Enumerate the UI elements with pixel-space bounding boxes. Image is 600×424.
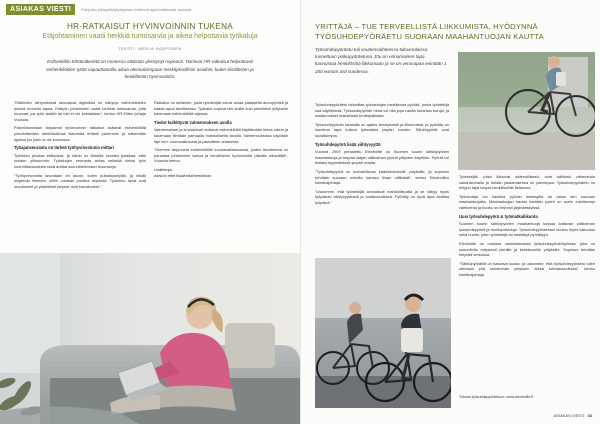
paragraph: Vuonna 2009 perustettu Electrolite on Suomen suurin sähköpyörien maahantuoja ja tarjoaa laajan valikoiman pyöriä yritysten käyttöön. Pyörät voi testata myymälöissä ympäri maata.: [315, 149, 449, 166]
info-link[interactable]: www.hr-elite.fi/palvelut/henkilosto: [154, 172, 212, 178]
cyclists-illustration: [315, 258, 451, 408]
paragraph: Suomen suurin sähköpyörien maahantuoja tarjoaa kattavan valikoiman työsuhdepyöriä ja huoltopalveluja. Työsuhdepyöräetuun kuuluu myös vakuutus sekä huolto, joten työntekijä voi keskittyä pyöräilyyn.: [459, 221, 595, 238]
photo-two-cyclists: [315, 258, 451, 408]
photo-woman-laptop: [0, 253, 300, 424]
info-label: Lisätietoja:: [154, 166, 173, 172]
paragraph: "Uskomme, että työntekijät arvostavat mahdollisuutta ja se näkyy myös työpaikan viihtyvyydessä ja tuottavuudessa. Pyöräily on hyvä tapa aloittaa työpäivä.": [315, 188, 449, 205]
paragraph: Työsuhdepyöräetu tarkoittaa työnantajan hankkimaa pyörää, jonka työntekijä saa käyttöönsä. Työsuhdepyörän hinta voi olla jopa useita tuhansia euroja, ja kustannukset maksetaan bruttopalkasta.: [315, 102, 449, 119]
right-page: [300, 0, 600, 424]
page-header: [6, 4, 191, 15]
paragraph: Työnteko joustaa etätyössä, ja silloin on tärkeää seurata työaikaa, ettei kukaan ylikuormitu. Työaikojen seuranta antaa selkeää tietoa työn kuormittavuudesta sekä auttaa suunnittelemaan resursseja.: [14, 152, 146, 169]
subheading: Työajanseuranta on tärkeä työhyvinvoinnin mittari: [14, 145, 114, 151]
article-author: TEKSTI: MERJA HAAPONEN: [118, 47, 182, 51]
header-tagline: Pohjolan yleisyrittäjäyrityksen kertovat ajankohtaisista asioista: [81, 7, 192, 12]
paragraph: "Sähköpyöräillä on kasvava suosio ja uskomme, että työsuhdepyöräetu tulee olemaan yhä useamman yrityksen arkea tulevaisuudessa", kertoo toimitusjohtaja.: [459, 260, 595, 277]
text-column-1: [14, 100, 146, 252]
info-caption[interactable]: Tutustu työsuhdepyöräetuun: www.electrolite.fi: [459, 395, 534, 399]
page-footer: [554, 413, 592, 418]
woman-laptop-illustration: [0, 253, 300, 424]
cyclist-illustration: [458, 52, 595, 170]
paragraph: "Etätöiden siirtymisestä seuraavat digiloikka on näkynyt esihenkilöiden työssä monella tapaa. Etätyön johtaminen vaatii herkkiä tuntosarvia, jotta huomaa, jos työn sisältö tai tuki ei ole kohdallaan", kertoo HR-Eliten johtaja Vuusula.: [14, 100, 146, 122]
text-column-1: [315, 102, 449, 256]
page-number: 33: [587, 413, 592, 418]
paragraph: Valmennukset ja koulutukset auttavat esihenkilöitä käyttämään tietoa oikein ja tukemaan tiimiään parhaalla mahdollisella tavalla. Valmennuksissa käydään läpi mm. vuorovaikutusta ja palautteen antamista.: [154, 127, 288, 144]
text-column-2: [154, 100, 288, 252]
paragraph: Työnantaja voi hankkia pyörän leasingilla tai ostaa sen suoraan maahantuojalta. Maahantuojan kautta hankittu pyörä on usein edullisempi vaihtoehto ja huolto on helposti järjestettävissä.: [459, 193, 595, 210]
article-lead: Työsuhdepyöräetu tuli voudenvaihteessa tuloverolaissa tunnettuun polkupyöräetuna. Etu on erinomainen tapa kannustaa henkilöstöä liikkumaan ja se on verovapaa enintään 1 200 euroon asti vuodessa.: [315, 47, 447, 74]
article-subtitle: Etäjohtaminen vaatii herkkiä tuntosarvia ja aikea helpottavia työkaluja: [42, 33, 258, 40]
paragraph: "Olemme tarjonneet esihenkilöille koulutustilaisuuksia, joiden tavoitteena on parantaa johtamisen laatua ja henkilöstön hyvinvointia pitkällä aikavälillä", Vuusula kertoo.: [154, 147, 288, 164]
paragraph: Työntekijät, jotka liikkuvat säännöllisesti, ovat tutkitusti vähemmän sairauslomalla ja heidän jaksamisensa on parempaa. Työsuhdepyöräetu on helppo tapa tarjota henkilöstölle lisäarvoa.: [459, 174, 595, 191]
paragraph: "Työhyvinvointia seurataan eri tavoin, kuten pulssikyselyillä, ja mikäli ongelmia ilmenee, niihin voidaan puuttua nopeasti. Työnteko tavat ovat muuttuneet ja yksilölliset tarpeet ovat korostuneet.": [14, 172, 146, 189]
article-title: HR-RATKAISUT HYVINVOINNIN TUKENA: [66, 22, 234, 31]
article-lead: Esihenkilön tehtäväkenttä on monessa eitäisiön yleistynyt nopeasti. Toimivat HR-ratkaisut helpottavat esihenkilöiden työtä vapauttamalla aikaa olennaisimpaan merkityksellisiin asioihin, kuten tiimiläisten ja henkilöstön hyvinvointiin.: [46, 59, 254, 80]
paragraph: "Työsuhdepyörä on mahdollisuus kaikenkokoisille yrityksille, ja sopimus tehdään suoraan meidän kanssa ilman välikäsiä", kertoo Electroliten toimitusjohtaja.: [315, 168, 449, 186]
subheading: Tiedot kulkittyvät valmennuksen avulla: [154, 119, 232, 125]
paragraph: Ratkaisu on sellainen, josta työntekijät voivat antaa palautetta anonyymisti ja saada apua tarvittaessa. Työkalut sopivat niin isoille kuin pienillekin yrityksille tukemaan esihenkilöitä arjessa.: [154, 100, 288, 117]
paragraph: Electrolite on mukana valmistamassa työsuhdepyöräohjelmaa, joka on suunniteltu erityisesti pienille ja keskisuurille yrityksille. Sopimus tehdään helposti verkossa.: [459, 240, 595, 258]
subheading: Työsuhdepyörä lisää viihtyvyyttä: [315, 141, 381, 147]
section-label: ASIAKAS VIESTI: [6, 4, 75, 15]
article-title: YRITTÄJÄ – TUE TERVEELLISTÄ LIIKKUMISTA, HYÖDYNNÄ TYÖSUHDEPYÖRÄETU SUORAAN MAAHANTUOJAN KAUTTA: [315, 22, 544, 41]
paragraph: Työsuhdepyörän taustalla on ajatus terveydestä ja liikunnasta, ja pyöräily on luonteva tapa kulkea työmatkat ympäri vuoden. Sähköpyörät ovat suosituimpia.: [315, 121, 449, 138]
footer-magazine: ASIAKAS VIESTI: [553, 413, 585, 418]
photo-man-cycling: [458, 52, 595, 170]
paragraph: Palvelutoimiston tarjoamat hyvinvoinnin ratkaisut auttavat esihenkilöitä ymmärtämään henkilöstönsä tilannetta entistä paremmin ja näkemään ajoissa jos jokin ei ole kunnossa.: [14, 125, 146, 142]
subheading: Uusi työsuhdepyörä & työmatkaliikunta: [459, 213, 538, 219]
text-column-2: [459, 174, 595, 404]
